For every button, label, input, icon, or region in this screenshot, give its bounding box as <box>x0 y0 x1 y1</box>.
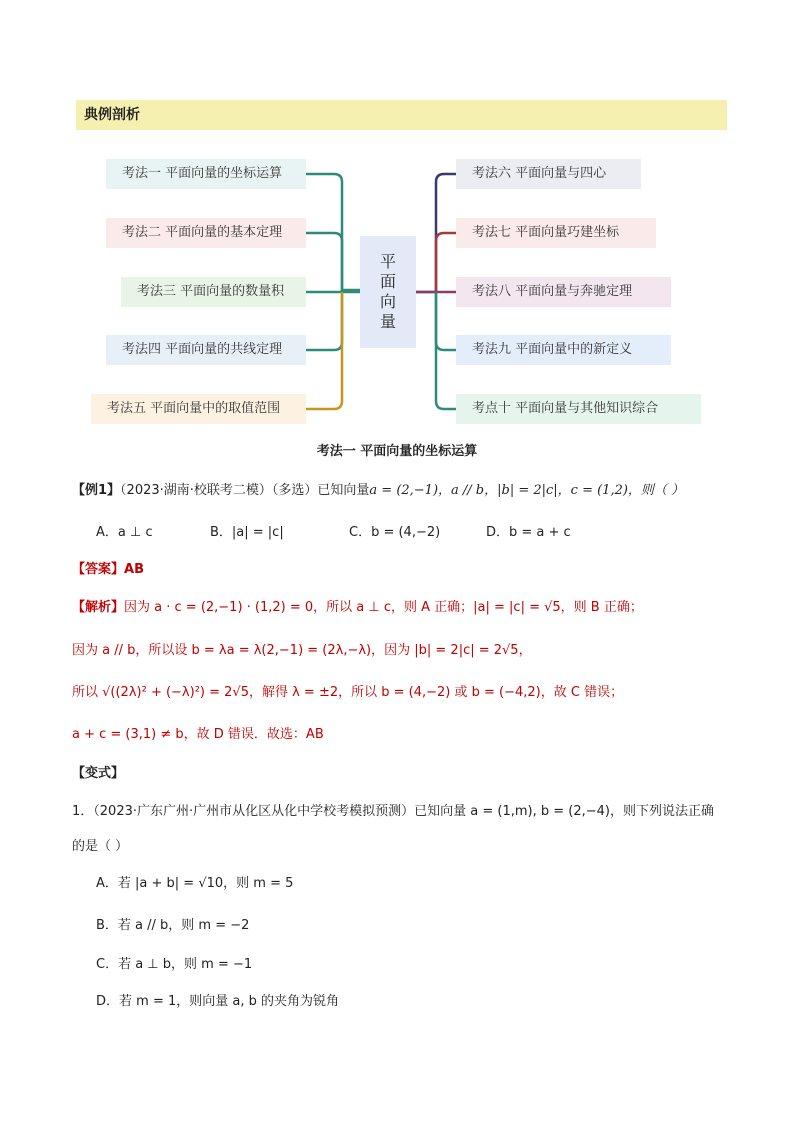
analysis-line-2: 因为 a // b，所以设 b = λa = λ(2,−1) = (2λ,−λ)，因为 |b| = 2|c| = 2√5， <box>72 643 532 658</box>
section-banner: 典例剖析 <box>76 100 727 130</box>
variant-option-c: C．若 a ⊥ b，则 m = −1 <box>96 957 253 972</box>
section-title: 考法一 平面向量的坐标运算 <box>316 444 478 459</box>
connector-left-4 <box>306 290 342 350</box>
variant-label: 【变式】 <box>72 766 125 781</box>
connector-right-9 <box>436 292 456 350</box>
variant-option-b: B．若 a // b，则 m = −2 <box>96 918 250 933</box>
mindmap-node-left-4: 考法四 平面向量的共线定理 <box>106 335 306 365</box>
mindmap-node-right-6: 考法六 平面向量与四心 <box>456 159 641 189</box>
connector-right-7 <box>436 233 456 292</box>
mindmap-node-right-9: 考法九 平面向量中的新定义 <box>456 335 671 365</box>
analysis-line-3: 所以 √((2λ)² + (−λ)²) = 2√5，解得 λ = ±2，所以 b = (4,−2) 或 b = (−4,2)，故 C 错误； <box>72 685 624 700</box>
example-question: 【例1】（2023·湖南·校联考二模）（多选）已知向量a = (2,−1)，a // b，|b| = 2|c|，c = (1,2)，则（ ） <box>72 483 685 498</box>
mindmap-node-right-7: 考法七 平面向量巧建坐标 <box>456 218 656 248</box>
mindmap-node-right-8: 考法八 平面向量与奔驰定理 <box>456 277 671 307</box>
example-option-d: D．b = a + c <box>486 525 571 540</box>
mindmap-node-left-5: 考法五 平面向量中的取值范围 <box>91 394 306 424</box>
example-option-a: A．a ⊥ c <box>96 525 153 540</box>
example-option-c: C．b = (4,−2) <box>349 525 441 540</box>
mindmap-node-left-3: 考法三 平面向量的数量积 <box>121 277 306 307</box>
variant-question-line-1: 1．（2023·广东广州·广州市从化区从化中学校考模拟预测）已知向量 a = (1,m), b = (2,−4)，则下列说法正确 <box>72 804 714 819</box>
analysis-line-1: 【解析】因为 a · c = (2,−1) · (1,2) = 0，所以 a ⊥ c，则 A 正确；|a| = |c| = √5，则 B 正确； <box>72 600 643 615</box>
connector-left-2 <box>306 233 342 290</box>
variant-option-d: D．若 m = 1，则向量 a, b 的夹角为锐角 <box>96 994 339 1009</box>
mindmap-node-right-10: 考点十 平面向量与其他知识综合 <box>456 394 701 424</box>
example-option-b: B．|a| = |c| <box>210 525 284 540</box>
variant-question-line-2: 的是（ ） <box>72 839 129 854</box>
mindmap-node-left-1: 考法一 平面向量的坐标运算 <box>106 159 306 189</box>
mindmap-center-node: 平 面 向 量 <box>360 236 416 348</box>
variant-option-a: A．若 |a + b| = √10，则 m = 5 <box>96 876 294 891</box>
answer: 【答案】AB <box>72 562 144 577</box>
mindmap-node-left-2: 考法二 平面向量的基本定理 <box>106 218 306 248</box>
analysis-line-4: a + c = (3,1) ≠ b，故 D 错误．故选：AB <box>72 727 324 742</box>
